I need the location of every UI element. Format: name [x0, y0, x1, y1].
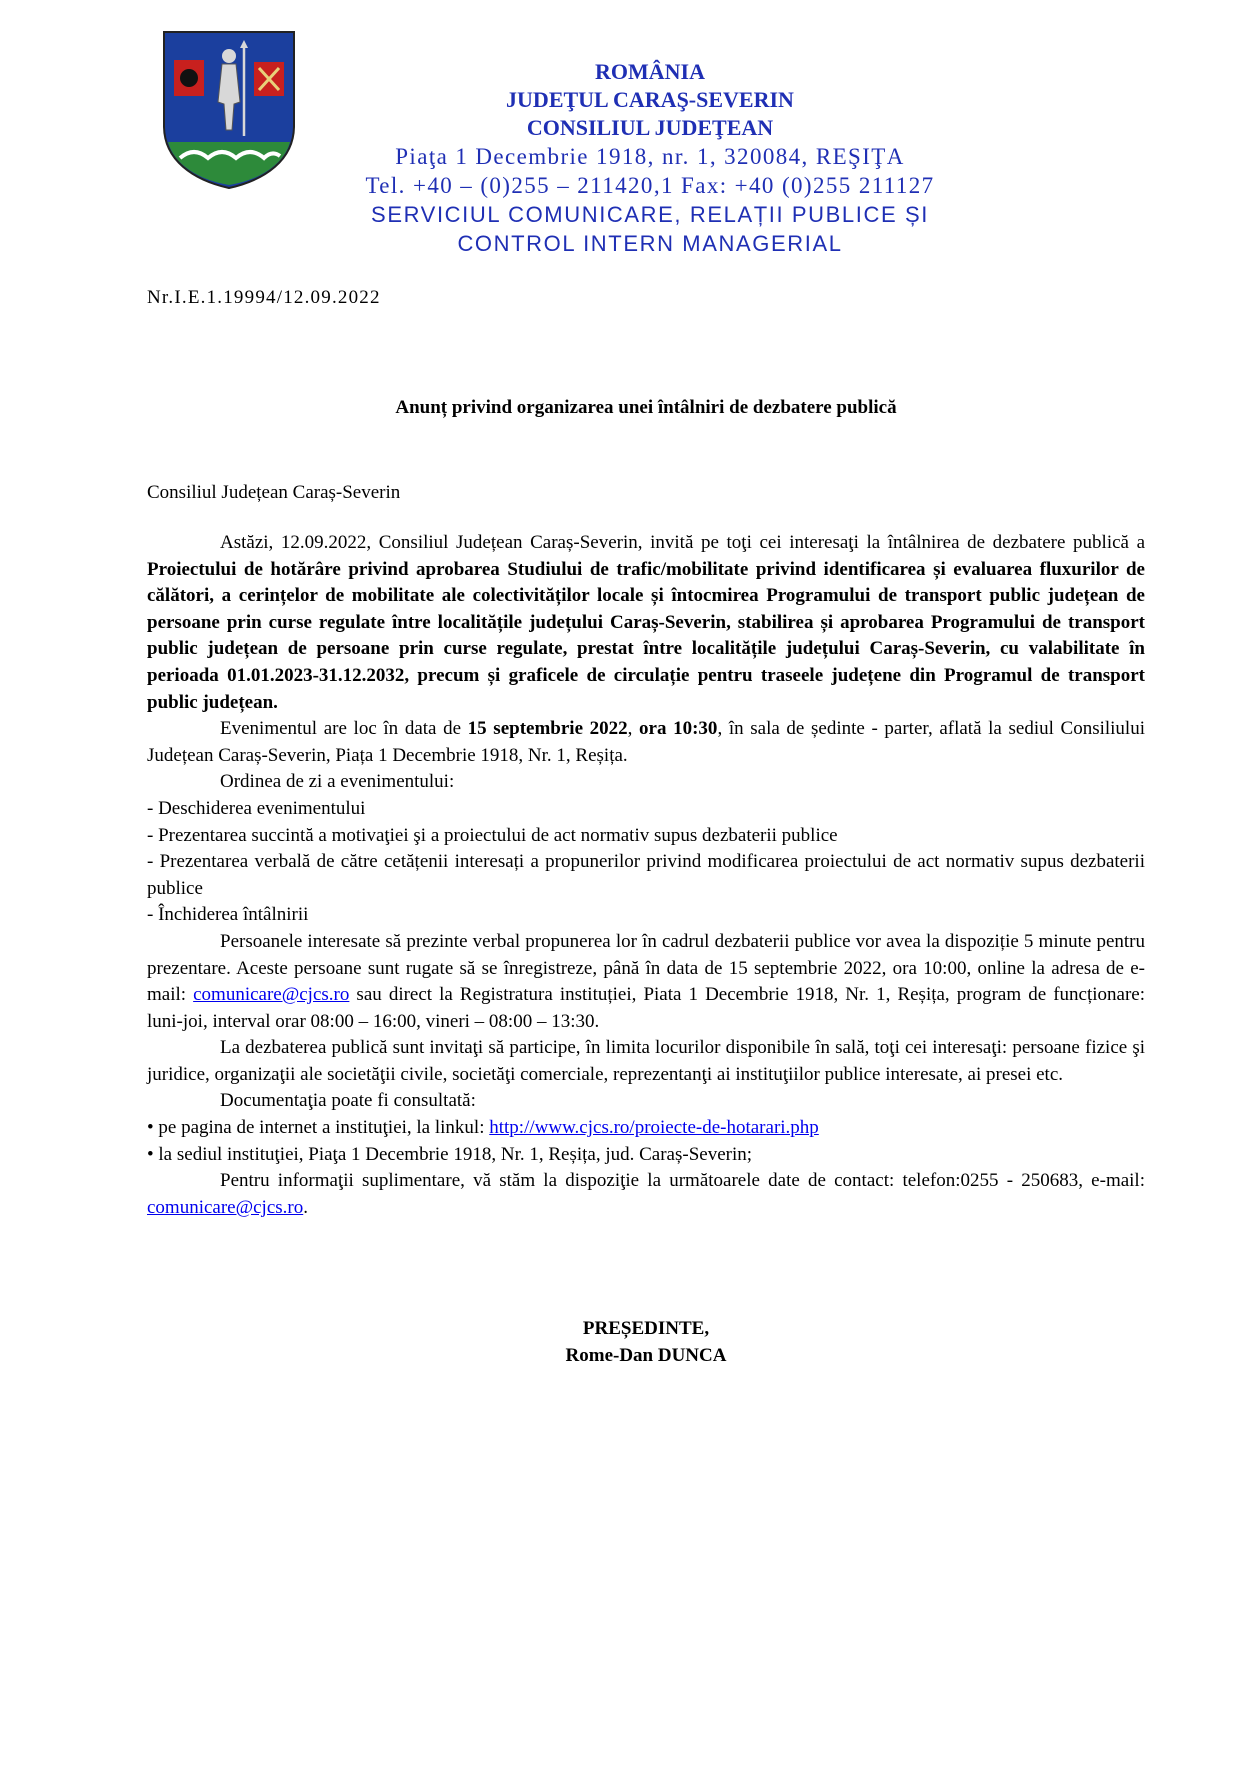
signature-block: [147, 1315, 1145, 1369]
letterhead-address: Piaţa 1 Decembrie 1918, nr. 1, 320084, REŞIŢA: [395, 144, 905, 169]
signature-role: PREȘEDINTE,: [582, 1318, 710, 1339]
documentation-web-text: • pe pagina de internet a instituţiei, la linkul:: [147, 1117, 490, 1139]
signature-name: Rome-Dan DUNCA: [565, 1345, 727, 1366]
event-text: Evenimentul are loc în data de: [220, 718, 468, 740]
registration-number: Nr.I.E.1.19994/12.09.2022: [147, 287, 381, 308]
letterhead-country: ROMÂNIA: [595, 59, 705, 84]
registration-paragraph: [147, 929, 1145, 1035]
letterhead-phone: Tel. +40 – (0)255 – 211420,1 Fax: +40 (0)255 211127: [365, 173, 935, 198]
agenda-intro: Ordinea de zi a evenimentului:: [220, 771, 455, 793]
letterhead: [310, 58, 990, 258]
agenda-item: - Deschiderea evenimentului: [147, 797, 366, 819]
contact-text: Pentru informaţii suplimentare, vă stăm la dispoziţie la următoarele date de contact: telefon:0255 - 250683, e-mail:: [220, 1170, 1145, 1192]
registration-text-end: sau direct la Registratura instituției, Piata 1 Decembrie 1918, Nr. 1, Reșița, program de funcționare: luni-joi, interval orar 08:00 – 16:00, vineri – 08:00 – 13:30.: [147, 984, 1145, 1032]
participants-paragraph: La dezbaterea publică sunt invitaţi să participe, în limita locurilor disponibile în sală, toţi cei interesaţi: persoane fizice şi juridice, organizaţii ale societăţii civile, societăţi comerciale, reprezentanţi ai instituţiilor publice interesate, ai presei etc.: [147, 1037, 1145, 1085]
event-date: 15 septembrie 2022: [467, 718, 628, 740]
event-paragraph: [147, 716, 1145, 769]
letterhead-county: JUDEŢUL CARAŞ-SEVERIN: [506, 87, 794, 112]
registration-email-link[interactable]: comunicare@cjcs.ro: [193, 984, 350, 1006]
documentation-web-item: [147, 1115, 1145, 1142]
event-time: ora 10:30: [639, 718, 718, 740]
event-separator: ,: [627, 718, 640, 740]
project-title: Proiectului de hotărâre privind aprobarea Studiului de trafic/mobilitate privind identificarea și evaluarea fluxurilor de călători, a cerințelor de mobilitate ale colectivităților locale și întocmirea Programului de transport public județean de persoane prin curse regulate între localitățile județului Caraș-Severin, stabilirea și aprobarea Programului de transport public județean de persoane prin curse regulate, prestat între localitățile județului Caraș-Severin, cu valabilitate în perioada 01.01.2023-31.12.2032, precum și graficele de circulație pentru traseele județene din Programul de transport public județean.: [147, 558, 1145, 713]
registration-text: Persoanele interesate să prezinte verbal propunerea lor în cadrul dezbaterii publice vor avea la dispoziție 5 minute pentru prezentare. Aceste persoane sunt rugate să se înregistreze, până în data de 15 septembrie 2022, ora 10:00, online la adresa de e-mail:: [147, 930, 1145, 1006]
contact-paragraph: [147, 1168, 1145, 1221]
letterhead-service-line1: SERVICIUL COMUNICARE, RELAȚII PUBLICE ȘI: [371, 202, 929, 227]
invitation-paragraph: [147, 530, 1145, 716]
agenda-item: - Prezentarea verbală de către cetățenii interesați a propunerilor privind modificarea proiectului de act normativ supus dezbaterii publice: [147, 851, 1145, 899]
invitation-text: Astăzi, 12.09.2022, Consiliul Județean Caraș-Severin, invită pe toţi cei interesaţi la întâlnirea de dezbatere publică a: [220, 532, 1145, 553]
contact-email-link[interactable]: comunicare@cjcs.ro: [147, 1196, 304, 1218]
document-body: [147, 530, 1145, 1221]
agenda-item: - Prezentarea succintă a motivaţiei şi a proiectului de act normativ supus dezbaterii publice: [147, 824, 838, 846]
event-location: , în sala de ședinte - parter, aflată la sediul Consiliului Județean Caraș-Severin, Piața 1 Decembrie 1918, Nr. 1, Reșița.: [147, 718, 1145, 766]
letterhead-council: CONSILIUL JUDEŢEAN: [526, 115, 774, 140]
agenda-item: - Închiderea întâlnirii: [147, 904, 309, 926]
contact-end: .: [303, 1196, 308, 1218]
county-coat-of-arms-icon: [160, 30, 298, 190]
document-title: Anunț privind organizarea unei întâlniri de dezbatere publică: [395, 397, 897, 418]
projects-page-link[interactable]: http://www.cjcs.ro/proiecte-de-hotarari.php: [489, 1117, 819, 1139]
salutation: Consiliul Județean Caraș-Severin: [147, 482, 401, 503]
letterhead-service-line2: CONTROL INTERN MANAGERIAL: [457, 231, 843, 256]
documentation-office-item: • la sediul instituţiei, Piaţa 1 Decembrie 1918, Nr. 1, Reșița, jud. Caraș-Severin;: [147, 1143, 753, 1165]
documentation-intro: Documentaţia poate fi consultată:: [220, 1090, 476, 1112]
